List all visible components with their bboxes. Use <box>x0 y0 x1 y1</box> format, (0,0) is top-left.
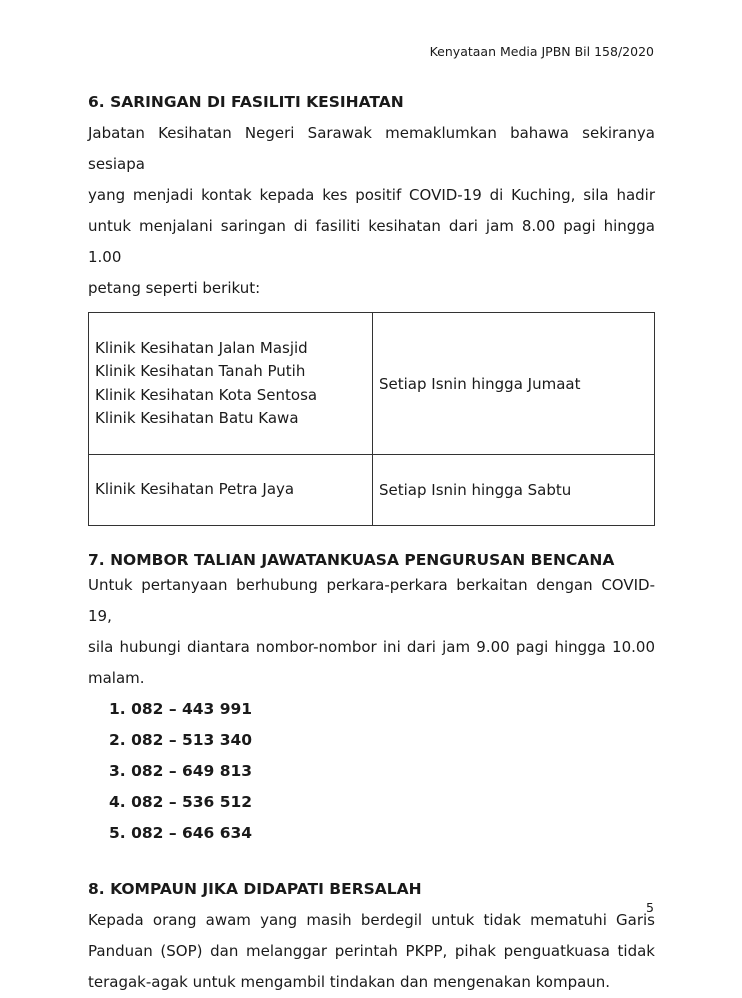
clinic-name: Klinik Kesihatan Batu Kawa <box>95 409 299 427</box>
clinic-name: Klinik Kesihatan Petra Jaya <box>95 480 295 499</box>
section-7-heading: 7. NOMBOR TALIAN JAWATANKUASA PENGURUSAN BENCANA <box>88 551 615 569</box>
paragraph-line: malam. <box>88 669 145 687</box>
section-6-heading: 6. SARINGAN DI FASILITI KESIHATAN <box>88 93 404 111</box>
clinic-list-cell <box>89 313 373 455</box>
phone-number-item: 3. 082 – 649 813 <box>109 762 253 780</box>
clinic-name: Klinik Kesihatan Tanah Putih <box>95 362 306 380</box>
clinic-name: Klinik Kesihatan Kota Sentosa <box>95 385 318 404</box>
paragraph-line: yang menjadi kontak kepada kes positif COVID-19 di Kuching, sila hadir <box>88 186 655 204</box>
paragraph-line: Jabatan Kesihatan Negeri Sarawak memaklumkan bahawa sekiranya sesiapa <box>88 124 655 173</box>
paragraph-line: sila hubungi diantara nombor-nombor ini dari jam 9.00 pagi hingga 10.00 <box>88 638 655 656</box>
document-reference: Kenyataan Media JPBN Bil 158/2020 <box>429 44 654 59</box>
paragraph-line: petang seperti berikut: <box>88 279 261 297</box>
phone-number-item: 1. 082 – 443 991 <box>109 700 253 718</box>
table-row <box>89 455 655 526</box>
clinic-list-cell <box>89 455 373 526</box>
table-row <box>89 313 655 455</box>
phone-number-item: 2. 082 – 513 340 <box>109 731 253 749</box>
phone-number-list <box>88 694 655 849</box>
paragraph-line: Kepada orang awam yang masih berdegil untuk tidak mematuhi Garis <box>88 911 655 929</box>
paragraph-line: teragak-agak untuk mengambil tindakan dan mengenakan kompaun. <box>88 973 611 991</box>
page-content <box>88 88 655 998</box>
paragraph-line: untuk menjalani saringan di fasiliti kesihatan dari jam 8.00 pagi hingga 1.00 <box>88 217 655 266</box>
phone-number-item: 5. 082 – 646 634 <box>109 824 253 842</box>
section-6-paragraph <box>88 118 655 304</box>
clinic-name: Klinik Kesihatan Jalan Masjid <box>95 338 308 357</box>
paragraph-line: Untuk pertanyaan berhubung perkara-perkara berkaitan dengan COVID-19, <box>88 576 655 625</box>
section-7-paragraph <box>88 570 655 694</box>
section-8-paragraph <box>88 905 655 998</box>
schedule-cell: Setiap Isnin hingga Jumaat <box>373 313 655 455</box>
section-8-heading: 8. KOMPAUN JIKA DIDAPATI BERSALAH <box>88 880 422 898</box>
page-number: 5 <box>646 900 654 915</box>
schedule-cell: Setiap Isnin hingga Sabtu <box>373 455 655 526</box>
paragraph-line: Panduan (SOP) dan melanggar perintah PKPP, pihak penguatkuasa tidak <box>88 942 655 960</box>
clinic-schedule-table <box>88 312 655 526</box>
phone-number-item: 4. 082 – 536 512 <box>109 793 253 811</box>
